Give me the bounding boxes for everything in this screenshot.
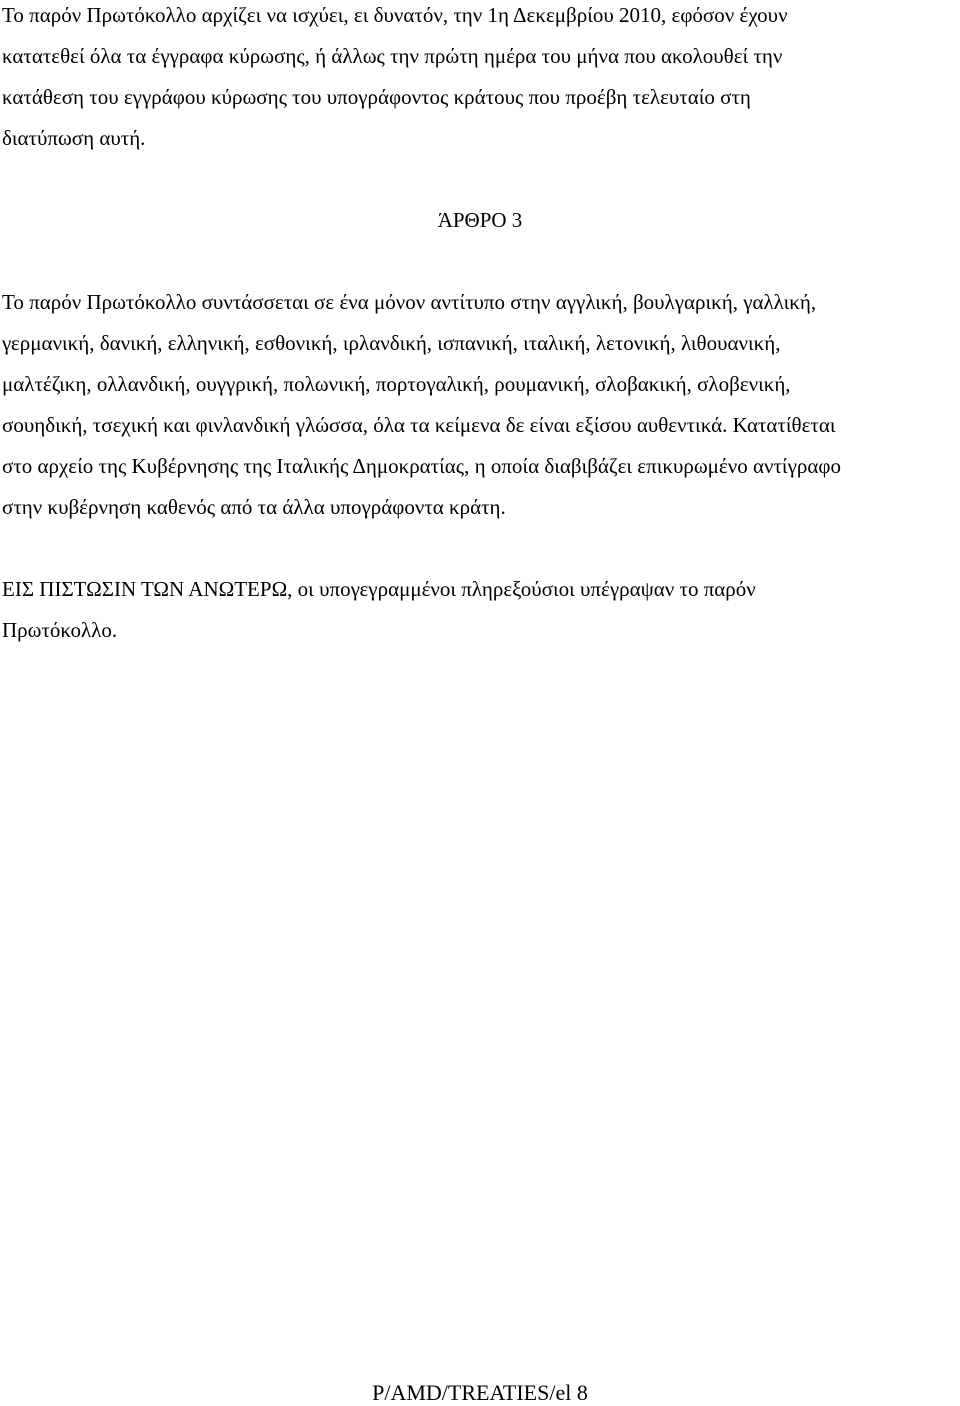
paragraph-line: στο αρχείο της Κυβέρνησης της Ιταλικής Δημοκρατίας, η οποία διαβιβάζει επικυρωμένο αντίγραφο (2, 454, 841, 478)
paragraph-line: στην κυβέρνηση καθενός από τα άλλα υπογράφοντα κράτη. (2, 495, 506, 519)
paragraph-line: Το παρόν Πρωτόκολλο αρχίζει να ισχύει, ει δυνατόν, την 1η Δεκεμβρίου 2010, εφόσον έχουν (2, 3, 788, 27)
article-heading: ΆΡΘΡΟ 3 (437, 208, 523, 232)
paragraph-line: μαλτέζικη, ολλανδική, ουγγρική, πολωνική, πορτογαλική, ρουμανική, σλοβακική, σλοβενική, (2, 372, 791, 396)
paragraph-line: κατάθεση του εγγράφου κύρωσης του υπογράφοντος κράτους που προέβη τελευταίο στη (2, 85, 751, 109)
paragraph-line: Πρωτόκολλο. (2, 618, 118, 642)
page-footer-reference: P/AMD/TREATIES/el 8 (372, 1380, 588, 1405)
paragraph-line: σουηδική, τσεχική και φινλανδική γλώσσα, όλα τα κείμενα δε είναι εξίσου αυθεντικά. Κατατίθεται (2, 413, 836, 437)
paragraph-line: κατατεθεί όλα τα έγγραφα κύρωσης, ή άλλως την πρώτη ημέρα του μήνα που ακολουθεί την (2, 44, 783, 68)
paragraph-line: γερμανική, δανική, ελληνική, εσθονική, ιρλανδική, ισπανική, ιταλική, λετονική, λιθουανική, (2, 331, 781, 355)
paragraph-line: διατύπωση αυτή. (2, 126, 146, 150)
paragraph-line: ΕΙΣ ΠΙΣΤΩΣΙΝ ΤΩΝ ΑΝΩΤΕΡΩ, οι υπογεγραμμένοι πληρεξούσιοι υπέγραψαν το παρόν (2, 577, 756, 601)
paragraph-line: Το παρόν Πρωτόκολλο συντάσσεται σε ένα μόνον αντίτυπο στην αγγλική, βουλγαρική, γαλλική, (2, 290, 817, 314)
